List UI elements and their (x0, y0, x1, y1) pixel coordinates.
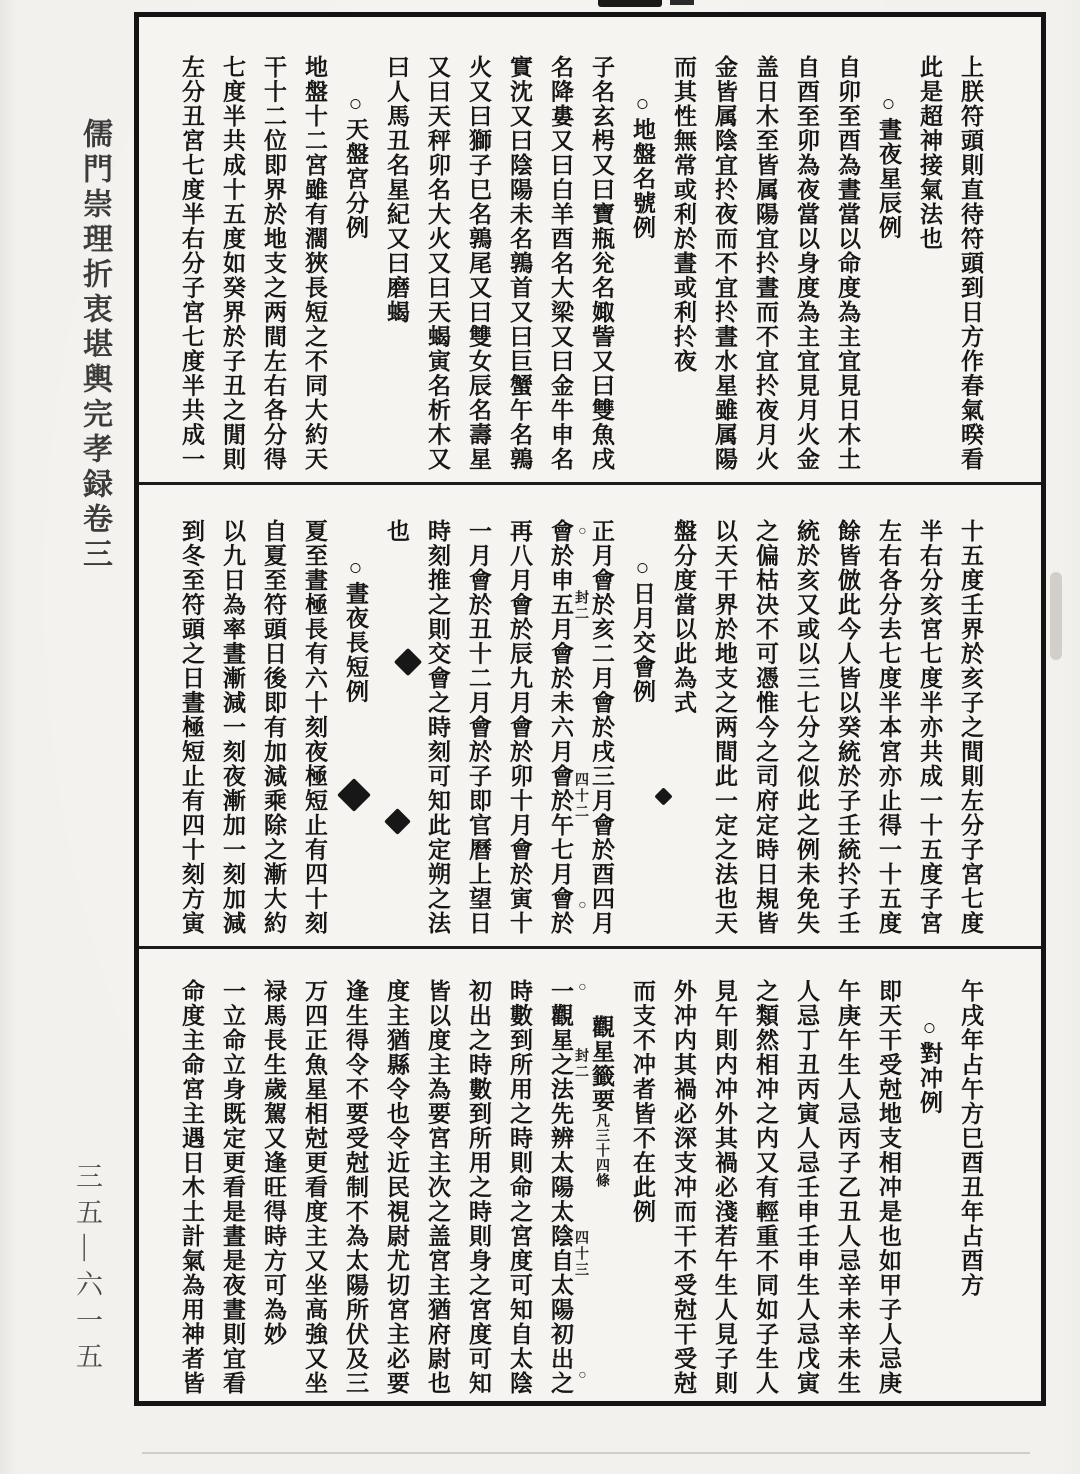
column-text: 一觀星之法先辨太陽太陰自太陽初出之 (548, 979, 573, 1396)
scan-edge-line (142, 1452, 1030, 1454)
volume-label: 卷三 (78, 503, 111, 573)
column-text: 十五度壬界於亥子之間則左分子宮七度 (958, 519, 983, 936)
band-top (139, 17, 1031, 482)
text-column (953, 979, 987, 1397)
text-column (338, 979, 372, 1397)
column-text: 再八月會於辰九月會於卯十月會於寅十 (507, 519, 532, 936)
column-text: 七度半共成十五度如癸界於子丑之閒則 (220, 55, 245, 472)
text-column (748, 55, 782, 478)
column-text: 干十二位即界於地支之两間左右各分得 (261, 55, 286, 472)
column-text: ○日月交會例 (630, 555, 655, 704)
text-column (666, 519, 700, 942)
text-column (912, 1015, 946, 1397)
text-column (871, 979, 905, 1397)
book-title (72, 118, 116, 598)
column-text: 金皆属陰宜扵夜而不宜扵晝水星雖属陽 (712, 55, 737, 472)
column-text: 實沈又曰陰陽未名鶉首又曰巨蟹午名鶉 (507, 55, 532, 472)
column-text: 名降婁又曰白羊酉名大梁又曰金牛申名 (548, 55, 573, 472)
text-column (543, 979, 577, 1397)
column-text: ○對冲例 (917, 1015, 942, 1115)
text-column (953, 55, 987, 478)
column-text: 万四正魚星相尅更看度主又坐高強又坐 (302, 979, 327, 1396)
text-column (953, 519, 987, 942)
text-column (256, 55, 290, 478)
column-text: 子名玄枵又曰寶瓶兊名娵訾又曰雙魚戌 (589, 55, 614, 472)
text-column (338, 91, 372, 478)
column-text: 一月會於丑十二月會於子即官曆上望日 (466, 519, 491, 936)
column-text: 會於申五月會於未六月會於午七月會於 (548, 519, 573, 936)
column-text: ○天盤宮分例 (343, 91, 368, 240)
column-text: 又曰天秤卯名大火又曰天蝎寅名析木又 (425, 55, 450, 472)
text-column (666, 979, 700, 1397)
column-text: 自卯至酉為晝當以命度為主宜見日木土 (835, 55, 860, 472)
column-text: 以天干界於地支之两間此一定之法也天 (712, 519, 737, 936)
column-text: 也 (384, 519, 409, 544)
column-text: 半右分亥宮七度半亦共成一十五度子宮 (917, 519, 942, 936)
text-column (461, 55, 495, 478)
text-column (748, 979, 782, 1397)
column-text: 餘皆倣此今人皆以癸統於子壬統扵子壬 (835, 519, 860, 936)
text-column (707, 519, 741, 942)
column-text: 禄馬長生歲駕又逢旺得時方可為妙 (261, 979, 286, 1347)
column-text: 之類然相冲之内又有輕重不同如子生人 (753, 979, 778, 1396)
text-column (174, 55, 208, 478)
text-column (215, 519, 249, 942)
text-column (297, 519, 331, 942)
text-column (297, 55, 331, 478)
text-column (666, 55, 700, 478)
text-column (584, 55, 618, 478)
column-text: ○晝夜長短例 (343, 555, 368, 704)
text-column (379, 979, 413, 1397)
column-text: 盖日木至皆属陽宜扵晝而不宜扵夜月火 (753, 55, 778, 472)
text-column (379, 519, 413, 942)
text-column (625, 91, 659, 478)
text-column (584, 519, 618, 942)
column-text: 左分丑宮七度半右分子宮七度半共成一 (179, 55, 204, 472)
scan-smudge (1050, 572, 1062, 660)
text-column (297, 979, 331, 1397)
column-small-note: 凡三十四條 (594, 1113, 609, 1188)
gutter-mark: 四十二 (573, 772, 588, 820)
text-column (543, 55, 577, 478)
column-text: 盤分度當以此為式 (671, 519, 696, 715)
text-column (871, 519, 905, 942)
text-column (707, 55, 741, 478)
column-text: 上朕符頭則直待符頭到日方作春氣暌看 (958, 55, 983, 472)
column-text: 一立命立身既定更看是晝是夜晝則宜看 (220, 979, 245, 1396)
column-text: 而其性無常或利於晝或利扵夜 (671, 55, 696, 374)
book-title-text: 儒門崇理折衷堪輿完孝録 (78, 118, 111, 503)
scan-smudge (670, 0, 694, 5)
text-column (502, 519, 536, 942)
text-column (830, 55, 864, 478)
gutter-mark: 封二 (573, 1048, 588, 1080)
column-text: 皆以度主為要宮主次之盖宮主猶府尉也 (425, 979, 450, 1396)
text-column (625, 555, 659, 942)
column-text: 到冬至符頭之日晝極短止有四十刻方寅 (179, 519, 204, 936)
column-text: 命度主命宮主遇日木土計氣為用神者皆 (179, 979, 204, 1396)
text-column (748, 519, 782, 942)
text-column (215, 979, 249, 1397)
text-column (461, 519, 495, 942)
text-column (338, 555, 372, 942)
column-text: 正月會於亥二月會於戌三月會於酉四月 (589, 519, 614, 936)
column-text: 以九日為率晝漸減一刻夜漸加一刻加減 (220, 519, 245, 936)
column-text: 午庚午生人忌丙子乙丑人忌辛未辛未生 (835, 979, 860, 1396)
text-column (871, 91, 905, 478)
text-column (502, 979, 536, 1397)
text-column (912, 519, 946, 942)
text-column (256, 519, 290, 942)
text-column (174, 519, 208, 942)
column-text: 初出之時數到所用之時則身之宮度可知 (466, 979, 491, 1396)
gutter-mark: ○ (575, 524, 590, 541)
text-column (912, 55, 946, 478)
column-text: 統於亥又或以三七分之似此之例未免失 (794, 519, 819, 936)
column-text: 火又曰獅子巳名鶉尾又曰雙女辰名壽星 (466, 55, 491, 472)
column-text: 見午則内冲外其禍必淺若午生人見子則 (712, 979, 737, 1396)
column-text: 時刻推之則交會之時刻可知此定朔之法 (425, 519, 450, 936)
text-column (420, 979, 454, 1397)
column-text: 此是超神接氣法也 (917, 55, 942, 251)
text-column (379, 55, 413, 478)
text-column (789, 55, 823, 478)
column-text: 外冲内其禍必深支冲而干不受尅干受尅 (671, 979, 696, 1396)
column-text: 觀星籤要 (589, 1015, 614, 1113)
column-text: 逢生得令不要受尅制不為太陽所伏及三 (343, 979, 368, 1396)
column-text: 人忌丁丑丙寅人忌壬申壬申生人忌戊寅 (794, 979, 819, 1396)
text-column (625, 979, 659, 1397)
column-text: 夏至晝極長有六十刻夜極短止有四十刻 (302, 519, 327, 936)
column-text: 左右各分去七度半本宮亦止得一十五度 (876, 519, 901, 936)
column-text: 即天干受尅地支相冲是也如甲子人忌庚 (876, 979, 901, 1396)
column-text: 之偏枯决不可憑惟今之司府定時日規皆 (753, 519, 778, 936)
gutter-mark: ○ (575, 1368, 590, 1385)
band-middle (139, 485, 1031, 946)
column-text: ○晝夜星辰例 (876, 91, 901, 240)
text-column (215, 55, 249, 478)
text-column (830, 979, 864, 1397)
text-column (420, 519, 454, 942)
text-column (789, 979, 823, 1397)
gutter-mark: ○ (575, 980, 590, 997)
text-column (256, 979, 290, 1397)
column-text: 時數到所用之時則命之宮度可知自太陰 (507, 979, 532, 1396)
page-number: 三五—六一五 (72, 1162, 102, 1378)
text-column (543, 519, 577, 942)
text-column (707, 979, 741, 1397)
column-text: 曰人馬丑名星紀又曰磨蝎 (384, 55, 409, 325)
text-column (789, 519, 823, 942)
column-text: 自夏至符頭日後即有加減乘除之漸大約 (261, 519, 286, 936)
gutter-mark: 封二 (573, 590, 588, 622)
band-bottom (139, 949, 1031, 1401)
gutter-mark: ○ (575, 898, 590, 915)
text-column (174, 979, 208, 1397)
text-column (461, 979, 495, 1397)
text-frame (134, 12, 1046, 1406)
scan-smudge (598, 0, 662, 7)
text-column (420, 55, 454, 478)
column-text: 午戌年占午方巳酉丑年占酉方 (958, 979, 983, 1298)
column-text: 而支不冲者皆不在此例 (630, 979, 655, 1224)
column-text: 自酉至卯為夜當以身度為主宜見月火金 (794, 55, 819, 472)
text-column (502, 55, 536, 478)
text-column (830, 519, 864, 942)
column-text: ○地盤名號例 (630, 91, 655, 240)
gutter-mark: 四十三 (573, 1230, 588, 1278)
column-text: 度主猶縣令也令近民視尉尤切宮主必要 (384, 979, 409, 1396)
column-text: 地盤十二宮雖有濶狹長短之不同大約天 (302, 55, 327, 472)
